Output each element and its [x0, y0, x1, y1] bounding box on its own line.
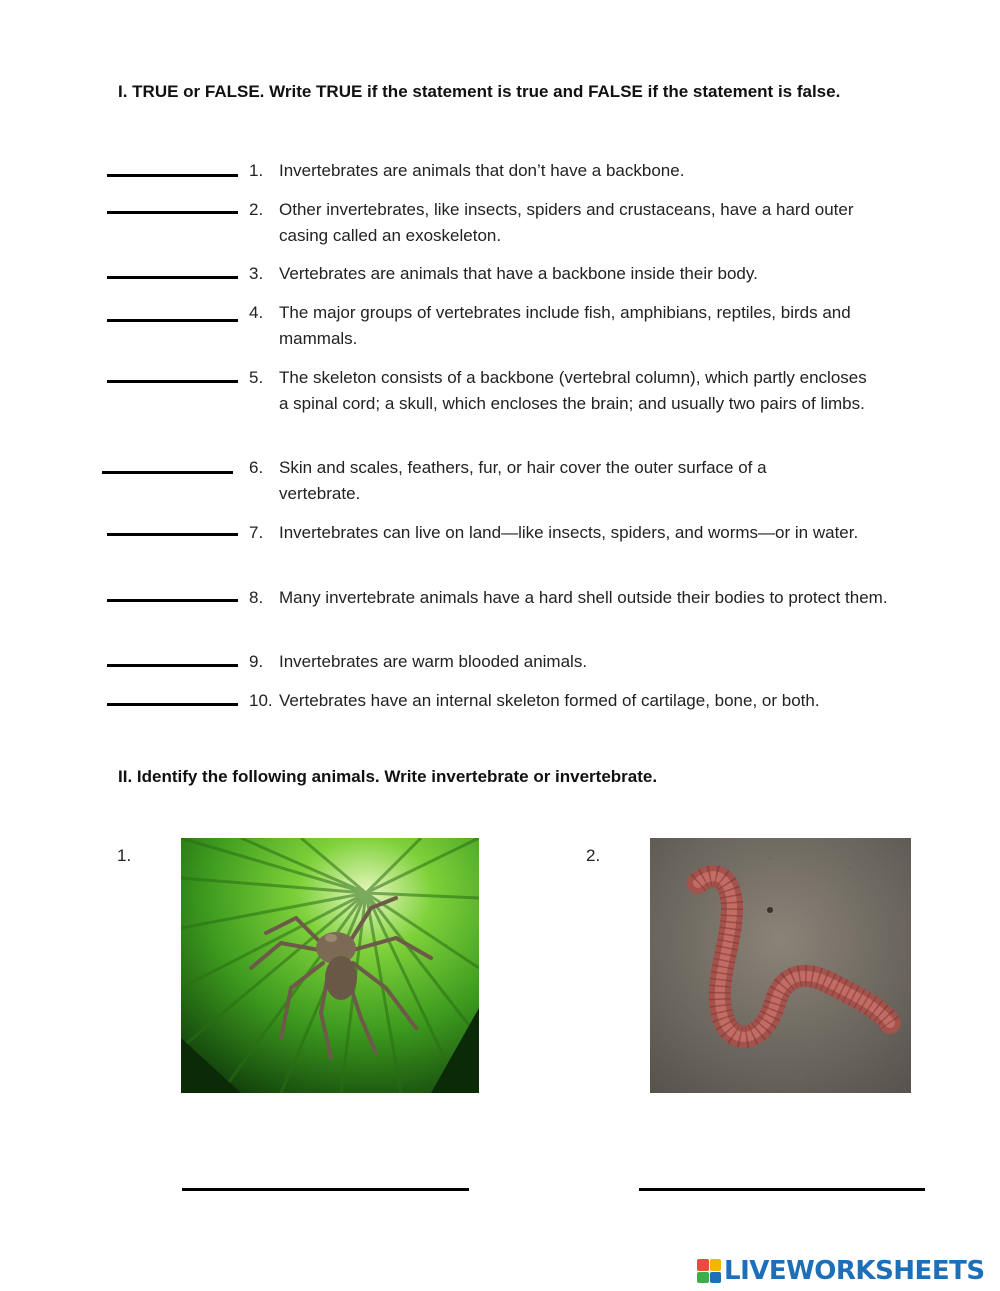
answer-blank-10[interactable] — [107, 703, 238, 706]
answer-blank-7[interactable] — [107, 533, 238, 536]
logo-mark-icon — [697, 1259, 721, 1283]
answer-line-2[interactable] — [639, 1188, 925, 1191]
item-number: 9. — [249, 652, 264, 671]
logo-text: LIVEWORKSHEETS — [724, 1256, 985, 1286]
item-number: 8. — [249, 588, 264, 607]
answer-blank-1[interactable] — [107, 174, 238, 177]
item-number: 6. — [249, 458, 264, 477]
answer-blank-5[interactable] — [107, 380, 238, 383]
answer-line-1[interactable] — [182, 1188, 469, 1191]
earthworm-photo — [650, 838, 911, 1093]
answer-blank-6[interactable] — [102, 471, 233, 474]
item-text: Skin and scales, feathers, fur, or hair cover the outer surface of a vertebrate. — [279, 458, 767, 503]
item-text: Vertebrates have an internal skeleton formed of cartilage, bone, or both. — [279, 691, 820, 710]
spider-photo — [181, 838, 479, 1093]
item-number: 1. — [249, 161, 264, 180]
item-text: Invertebrates are animals that don’t have a backbone. — [279, 161, 685, 180]
item-text: Invertebrates can live on land—like insects, spiders, and worms—or in water. — [279, 523, 859, 542]
question-number-1: 1. — [117, 846, 132, 865]
item-number: 3. — [249, 264, 264, 283]
item-text: Many invertebrate animals have a hard shell outside their bodies to protect them. — [279, 588, 888, 607]
item-text: The skeleton consists of a backbone (vertebral column), which partly encloses a spinal cord; a skull, which encloses the brain; and usually two pairs of limbs. — [279, 368, 867, 413]
item-text: Invertebrates are warm blooded animals. — [279, 652, 588, 671]
answer-blank-3[interactable] — [107, 276, 238, 279]
item-number: 7. — [249, 523, 264, 542]
item-text: Other invertebrates, like insects, spiders and crustaceans, have a hard outer casing called an exoskeleton. — [279, 200, 854, 245]
answer-blank-2[interactable] — [107, 211, 238, 214]
item-number: 4. — [249, 303, 264, 322]
item-number: 10. — [249, 691, 273, 710]
item-text: The major groups of vertebrates include fish, amphibians, reptiles, birds and mammals. — [279, 303, 851, 348]
answer-blank-9[interactable] — [107, 664, 238, 667]
item-number: 2. — [249, 200, 264, 219]
answer-blank-4[interactable] — [107, 319, 238, 322]
liveworksheets-logo — [697, 1257, 985, 1285]
answer-blank-8[interactable] — [107, 599, 238, 602]
item-number: 5. — [249, 368, 264, 387]
question-number-2: 2. — [586, 846, 601, 865]
item-text: Vertebrates are animals that have a backbone inside their body. — [279, 264, 758, 283]
section2-heading: II. Identify the following animals. Write invertebrate or invertebrate. — [118, 767, 658, 786]
section1-heading: I. TRUE or FALSE. Write TRUE if the statement is true and FALSE if the statement is false. — [118, 82, 841, 101]
